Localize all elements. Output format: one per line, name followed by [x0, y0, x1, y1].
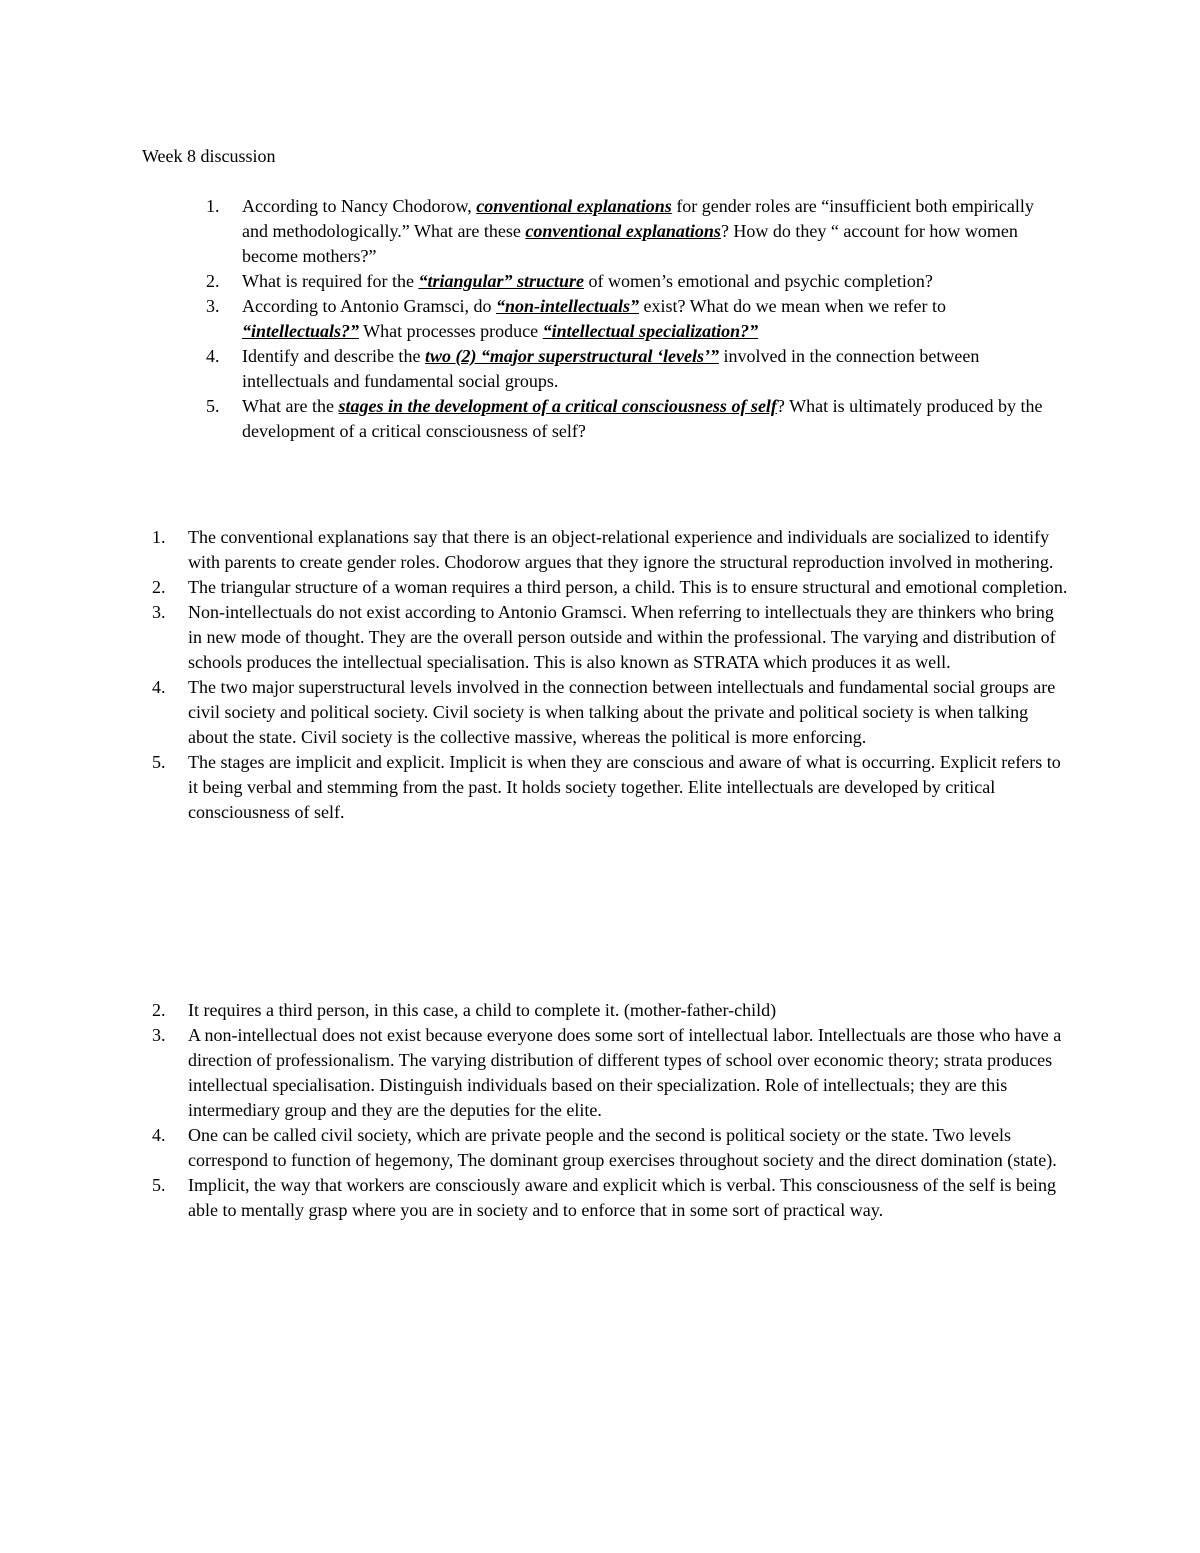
emphasized-term: conventional explanations	[525, 221, 721, 241]
text-segment: exist? What do we mean when we refer to	[638, 296, 947, 316]
answer-text: The triangular structure of a woman requires a third person, a child. This is to ensure structural and emotional completion.	[188, 577, 1068, 597]
answer-number: 4.	[152, 677, 166, 697]
emphasized-term: conventional explanations	[476, 196, 672, 216]
emphasized-term: stages in the development of a critical consciousness of self	[338, 396, 777, 416]
question-text	[242, 196, 1034, 266]
emphasized-term: “intellectual specialization?”	[542, 321, 759, 341]
answer-text: A non-intellectual does not exist because everyone does some sort of intellectual labor. Intellectuals are those who have a direction of professionalism. The varying distribution of different types of school over economic theory; strata produces intellectual specialisation. Distinguish individuals based on their specialization. Role of intellectuals; they are this intermediary group and they are the deputies for the elite.	[188, 1025, 1062, 1120]
answer-item	[152, 750, 1068, 825]
answer-text: The two major superstructural levels involved in the connection between intellectuals and fundamental social groups are civil society and political society. Civil society is when talking about the private and political society is when talking about the state. Civil society is the collective massive, whereas the political is more enforcing.	[188, 677, 1056, 747]
answer-item	[152, 525, 1068, 575]
question-item	[206, 344, 1062, 394]
question-number: 3.	[206, 296, 220, 316]
answers-list-first	[152, 525, 1068, 825]
question-number: 4.	[206, 346, 220, 366]
questions-list	[206, 194, 1062, 444]
answer-number: 1.	[152, 527, 166, 547]
question-item	[206, 394, 1062, 444]
question-item	[206, 194, 1062, 269]
text-segment: According to Antonio Gramsci, do	[242, 296, 496, 316]
emphasized-term: “non-intellectuals”	[495, 296, 639, 316]
answer-item	[152, 1123, 1068, 1173]
answer-number: 2.	[152, 577, 166, 597]
answer-item	[152, 1173, 1068, 1223]
answer-number: 5.	[152, 1175, 166, 1195]
answer-number: 3.	[152, 602, 166, 622]
question-text	[242, 346, 979, 391]
document-title: Week 8 discussion	[142, 146, 276, 166]
answer-item	[152, 1023, 1068, 1123]
question-item	[206, 269, 1062, 294]
answer-number: 2.	[152, 1000, 166, 1020]
emphasized-term: “triangular” structure	[418, 271, 584, 291]
question-number: 2.	[206, 271, 220, 291]
question-text	[242, 271, 933, 291]
text-segment: of women’s emotional and psychic completion?	[584, 271, 933, 291]
text-segment: What is required for the	[242, 271, 419, 291]
answer-number: 4.	[152, 1125, 166, 1145]
text-segment: ? How do they “ account for how women become mothers?”	[242, 221, 1018, 266]
answer-text: One can be called civil society, which are private people and the second is political society or the state. Two levels correspond to function of hegemony, The dominant group exercises throughout society and the direct domination (state).	[188, 1125, 1057, 1170]
answer-text: Implicit, the way that workers are consciously aware and explicit which is verbal. This consciousness of the self is being able to mentally grasp where you are in society and to enforce that in some sort of practical way.	[188, 1175, 1056, 1220]
answer-text: It requires a third person, in this case, a child to complete it. (mother-father-child)	[188, 1000, 777, 1020]
answer-item	[152, 575, 1068, 600]
answer-item	[152, 675, 1068, 750]
answer-text: The stages are implicit and explicit. Implicit is when they are conscious and aware of what is occurring. Explicit refers to it being verbal and stemming from the past. It holds society together. Elite intellectuals are developed by critical consciousness of self.	[188, 752, 1061, 822]
answers-list-second	[152, 998, 1068, 1223]
emphasized-term: “intellectuals?”	[242, 321, 359, 341]
text-segment: ? What is ultimately produced by the development of a critical consciousness of self?	[242, 396, 1043, 441]
emphasized-term: two (2) “major superstructural ‘levels’”	[424, 346, 719, 366]
answer-number: 5.	[152, 752, 166, 772]
text-segment: What are the	[242, 396, 339, 416]
question-text	[242, 296, 946, 341]
text-segment: involved in the connection between intellectuals and fundamental social groups.	[242, 346, 980, 391]
answer-number: 3.	[152, 1025, 166, 1045]
text-segment: According to Nancy Chodorow,	[242, 196, 477, 216]
answer-text: Non-intellectuals do not exist according to Antonio Gramsci. When referring to intellectuals they are thinkers who bring in new mode of thought. They are the overall person outside and within the professional. The varying and distribution of schools produces the intellectual specialisation. This is also known as STRATA which produces it as well.	[188, 602, 1056, 672]
question-item	[206, 294, 1062, 344]
text-segment: Identify and describe the	[242, 346, 425, 366]
answer-item	[152, 998, 1068, 1023]
answer-item	[152, 600, 1068, 675]
text-segment: What processes produce	[359, 321, 543, 341]
question-number: 5.	[206, 396, 220, 416]
answer-text: The conventional explanations say that there is an object-relational experience and individuals are socialized to identify with parents to create gender roles. Chodorow argues that they ignore the structural reproduction involved in mothering.	[188, 527, 1054, 572]
question-number: 1.	[206, 196, 220, 216]
question-text	[242, 396, 1043, 441]
text-segment: for gender roles are “insufficient both empirically and methodologically.” What are these	[242, 196, 1034, 241]
